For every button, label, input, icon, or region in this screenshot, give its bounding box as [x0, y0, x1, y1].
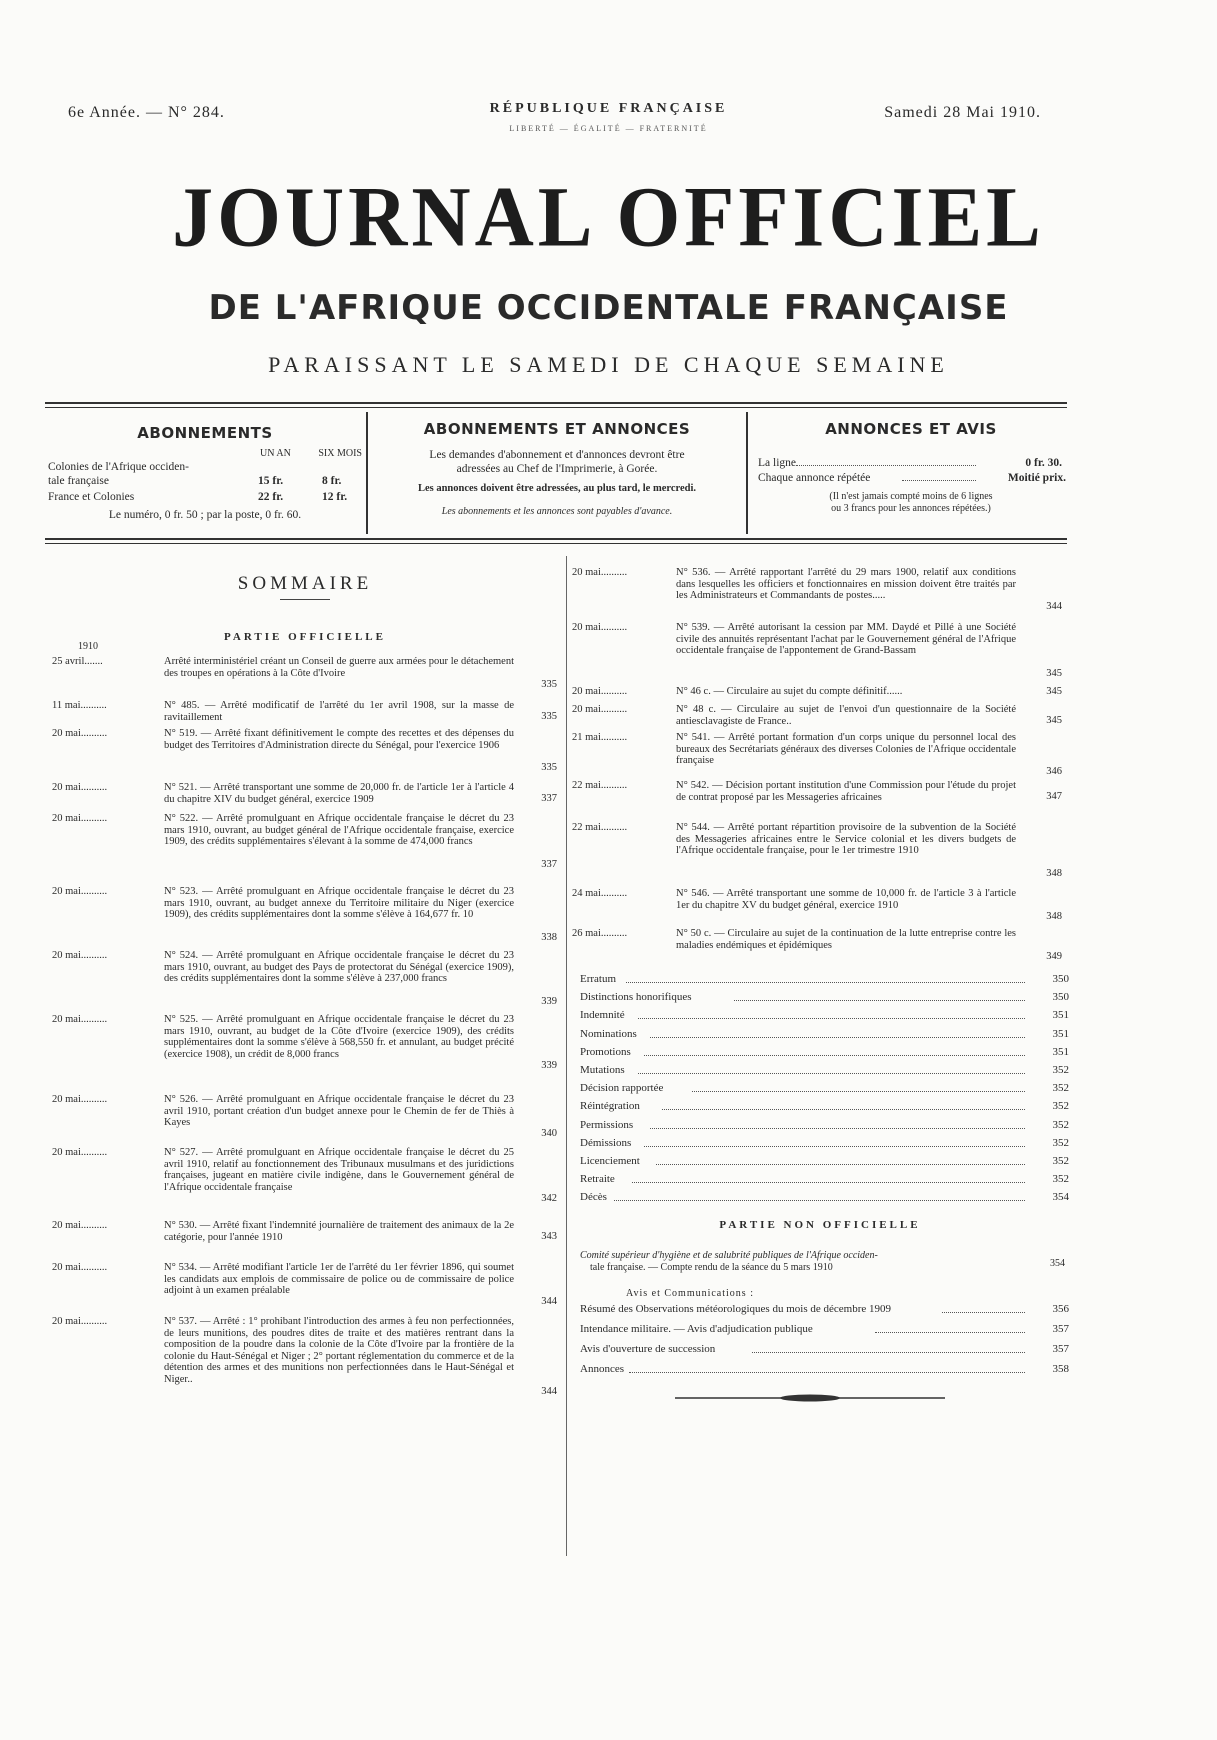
entry-date: 20 mai.......... [52, 1094, 108, 1105]
devise: LIBERTÉ — ÉGALITÉ — FRATERNITÉ [509, 124, 708, 133]
entry-page: 345 [1046, 668, 1062, 679]
entry-text: N° 534. — Arrêté modifiant l'article 1er de l'arrêté du 1er février 1896, qui soumet les candidats aux emplois de commissaire de police ou de commissaire de police adjoint à un examen préalable [164, 1262, 514, 1296]
sommaire-entry [572, 780, 1072, 803]
entry-text: N° 519. — Arrêté fixant définitivement le compte des recettes et des dépenses du budget des Territoires d'Administration directe du Sénégal, pour l'exercice 1906 [164, 728, 514, 751]
publication-frequency: PARAISSANT LE SAMEDI DE CHAQUE SEMAINE [268, 352, 949, 377]
sommaire-entry [572, 567, 1072, 613]
leader-page: 352 [1052, 1118, 1069, 1131]
leader-label: Licenciement [580, 1155, 640, 1167]
entry-date: 20 mai.......... [52, 813, 108, 824]
column-divider [566, 556, 567, 1556]
entry-text: N° 525. — Arrêté promulguant en Afrique occidentale française le décret du 23 mars 1910, ouvrant, au budget de la Côte d'Ivoire (exercice 1909), des crédits supplémentaires dont la somme s'élève à 568,550 fr. et annulant, au budget précité (exercice 1908), un crédit de 8,000 francs [164, 1014, 514, 1060]
entry-date: 22 mai.......... [572, 780, 628, 791]
abonnements-box [48, 424, 362, 522]
leader-label: Erratum [580, 973, 617, 985]
leader-dots [638, 1073, 1025, 1074]
leader-dots [650, 1037, 1025, 1038]
avis-communications-head: Avis et Communications : [626, 1288, 754, 1299]
entry-page: 349 [1046, 951, 1062, 962]
entry-page: 337 [541, 859, 557, 870]
leader-page: 352 [1052, 1100, 1069, 1113]
sommaire-underline [280, 599, 330, 600]
entry-page: 348 [1046, 868, 1062, 879]
end-ornament-icon [675, 1394, 945, 1402]
leader-label: Indemnité [580, 1009, 625, 1022]
leader-dots [614, 1200, 1025, 1201]
entry-page: 344 [1046, 601, 1062, 612]
nonoff-page: 357 [1052, 1323, 1069, 1335]
entry-text: N° 485. — Arrêté modificatif de l'arrêté du 1er avril 1908, sur la masse de ravitaillement [164, 700, 514, 723]
box-top-rule-thin [45, 407, 1067, 408]
entry-text: N° 524. — Arrêté promulguant en Afrique occidentale française le décret du 23 mars 1910, ouvrant, au budget des Pays de protectorat du Sénégal (exercice 1909), des crédits supplémentaires dont la somme s'élève à 237,000 francs [164, 950, 514, 984]
leader-dots [626, 982, 1025, 983]
masthead-subtitle: DE L'AFRIQUE OCCIDENTALE FRANÇAISE [208, 288, 1009, 328]
leader-dots [692, 1091, 1025, 1092]
annonces-avis-box [756, 420, 1066, 515]
entry-text: N° 523. — Arrêté promulguant en Afrique occidentale française le décret du 23 mars 1910, ouvrant, au budget annexe du Territoire militaire du Niger (exercice 1909), des crédits supplémentaires dont la somme s'élève à 164,677 fr. 10 [164, 886, 514, 920]
entry-page: 337 [541, 793, 557, 804]
nonoff-label: Résumé des Observations météorologiques du mois de décembre 1909 [580, 1303, 891, 1315]
nonoff-dots [875, 1332, 1025, 1333]
republique-label: RÉPUBLIQUE FRANÇAISE [489, 101, 728, 116]
annonces-avis-head: ANNONCES ET AVIS [825, 420, 997, 438]
r2-label: France et Colonies [48, 491, 135, 503]
abonnements-annonces-head: ABONNEMENTS ET ANNONCES [423, 420, 691, 438]
entry-date: 20 mai.......... [52, 782, 108, 793]
sommaire-entry [52, 950, 562, 1008]
sommaire-year: 1910 [78, 641, 98, 652]
entry-text: N° 527. — Arrêté promulguant en Afrique occidentale française le décret du 25 avril 1910, relatif au fonctionnement des Tribunaux musulmans et des juridictions françaises, jugeant en matière civile indigène, dans le Gouvernement général de l'Afrique occidentale française [164, 1147, 514, 1193]
entry-page: 346 [1046, 766, 1062, 777]
comite-line2: tale française. — Compte rendu de la séance du 5 mars 1910 [590, 1262, 833, 1273]
leader-label: Permissions [580, 1118, 634, 1131]
entry-page: 344 [541, 1386, 557, 1397]
sommaire-entry [52, 813, 562, 871]
entry-date: 20 mai.......... [52, 950, 108, 961]
sommaire-entry [572, 622, 1072, 680]
entry-page: 344 [541, 1296, 557, 1307]
entry-text: N° 530. — Arrêté fixant l'indemnité journalière de traitement des animaux de la 2e catégorie, pour l'année 1910 [164, 1220, 514, 1243]
leader-row [580, 1191, 1070, 1205]
entry-date: 20 mai.......... [572, 704, 628, 715]
entry-date: 20 mai.......... [572, 686, 628, 697]
sommaire-entry [572, 704, 1072, 727]
sommaire-entry [572, 822, 1072, 880]
entry-text: N° 521. — Arrêté transportant une somme de 20,000 fr. de l'article 1er à l'article 4 du chapitre XIV du budget général, exercice 1909 [164, 782, 514, 805]
masthead-title: JOURNAL OFFICIEL [172, 168, 1045, 265]
r2-un-an: 22 fr. [258, 491, 284, 503]
leader-dots [650, 1128, 1025, 1129]
sommaire-entry [52, 886, 562, 944]
leader-dots [632, 1182, 1025, 1183]
aa-line1: Les demandes d'abonnement et d'annonces devront être [429, 449, 685, 461]
nonoff-label: Intendance militaire. — Avis d'adjudication publique [580, 1323, 813, 1335]
entry-text: Arrêté interministériel créant un Conseil de guerre aux armées pour le détachement des troupes en opérations à la Côte d'Ivoire [164, 656, 514, 679]
annonces-note-2: ou 3 francs pour les annonces répétées.) [831, 503, 991, 514]
entry-text: N° 46 c. — Circulaire au sujet du compte définitif...... [676, 686, 903, 697]
entry-page: 338 [541, 932, 557, 943]
leader-row [580, 1137, 1070, 1151]
leader-page: 352 [1052, 1136, 1069, 1149]
leader-row [580, 1173, 1070, 1187]
entry-page: 347 [1046, 791, 1062, 802]
entry-page: 339 [541, 996, 557, 1007]
entry-page: 345 [1046, 715, 1062, 726]
comite-line1: Comité supérieur d'hygiène et de salubrité publiques de l'Afrique occiden- [580, 1250, 878, 1261]
box-bottom-rule [45, 538, 1067, 540]
comite-page: 354 [1050, 1258, 1065, 1269]
entry-text: N° 537. — Arrêté : 1° prohibant l'introduction des armes à feu non perfectionnées, de leurs munitions, des poudres dites de traite et des matières rentrant dans la composition de la poudre dans la colonie de la Côte d'Ivoire par la frontière de la colonie du Haut-Sénégal et Niger ; 2° portant réglementation du commerce et de la détention des armes et des munitions non perfectionnées dans le Haut-Sénégal et Niger.. [164, 1316, 514, 1385]
leader-label: Réintégration [580, 1100, 640, 1113]
leader-label: Décision rapportée [580, 1082, 664, 1095]
issue-number: 6e Année. — N° 284. [68, 104, 225, 121]
entry-text: N° 50 c. — Circulaire au sujet de la continuation de la lutte entreprise contre les maladies endémiques et épidémiques [676, 928, 1016, 951]
entry-page: 335 [541, 762, 557, 773]
entry-page: 343 [541, 1231, 557, 1242]
box-divider-1 [366, 412, 368, 534]
sommaire-entry [52, 1262, 562, 1308]
entry-text: N° 526. — Arrêté promulguant en Afrique occidentale française le décret du 23 avril 1910, portant création d'un budget annexe pour le Chemin de fer de Thiès à Kayes [164, 1094, 514, 1128]
ligne-label: La ligne [758, 457, 796, 469]
entry-date: 11 mai.......... [52, 700, 107, 711]
entry-page: 348 [1046, 911, 1062, 922]
leader-dots [638, 1018, 1025, 1019]
leader-row [580, 973, 1070, 987]
leader-page: 350 [1052, 973, 1069, 985]
leader-dots [656, 1164, 1025, 1165]
sommaire-entry [572, 732, 1072, 778]
sommaire-entry [52, 728, 562, 774]
entry-page: 339 [541, 1060, 557, 1071]
sommaire-entry [52, 782, 562, 805]
box-divider-2 [746, 412, 748, 534]
entry-page: 335 [541, 679, 557, 690]
r2-six-mois: 12 fr. [322, 491, 348, 503]
nonoff-page: 356 [1052, 1303, 1069, 1315]
repetee-price: Moitié prix. [1007, 472, 1066, 484]
leader-page: 351 [1052, 1045, 1069, 1058]
entry-date: 21 mai.......... [572, 732, 628, 743]
sommaire-entry [52, 1147, 562, 1205]
nonoff-dots [752, 1352, 1025, 1353]
entry-text: N° 542. — Décision portant institution d'une Commission pour l'étude du projet de contrat proposé par les Messageries africaines [676, 780, 1016, 803]
sommaire-entry [572, 888, 1072, 923]
sommaire-entry [52, 656, 562, 691]
leader-label: Décès [580, 1191, 607, 1204]
entry-page: 345 [1046, 686, 1062, 697]
entry-date: 20 mai.......... [52, 886, 108, 897]
leader-row [580, 1119, 1070, 1133]
entry-date: 20 mai.......... [52, 1014, 108, 1025]
nonoff-row [580, 1363, 1070, 1377]
r1-un-an: 15 fr. [258, 475, 284, 487]
leader-row [580, 1082, 1070, 1096]
numero-price: Le numéro, 0 fr. 50 ; par la poste, 0 fr. 60. [108, 509, 302, 521]
r1-label2: tale française [48, 475, 109, 487]
annonces-note-1: (Il n'est jamais compté moins de 6 lignes [829, 491, 993, 502]
entry-page: 335 [541, 711, 557, 722]
entry-date: 20 mai.......... [52, 728, 108, 739]
leader-page: 352 [1052, 1155, 1069, 1167]
leader-dots [644, 1055, 1025, 1056]
entry-date: 20 mai.......... [52, 1262, 108, 1273]
leader-row [580, 1046, 1070, 1060]
entry-date: 20 mai.......... [572, 567, 628, 578]
leader-page: 351 [1052, 1009, 1069, 1022]
leader-label: Promotions [580, 1045, 631, 1058]
entry-text: N° 546. — Arrêté transportant une somme de 10,000 fr. de l'article 3 à l'article 1er du chapitre XV du budget général, exercice 1910 [676, 888, 1016, 911]
leader-label: Retraite [580, 1173, 615, 1186]
leader-label: Distinctions honorifiques [580, 991, 692, 1004]
r1-six-mois: 8 fr. [322, 475, 342, 487]
leader-label: Mutations [580, 1064, 625, 1076]
leader-row [580, 1064, 1070, 1078]
sommaire-entry [52, 1220, 562, 1243]
abonnements-annonces-box [374, 420, 740, 518]
col-six-mois: SIX MOIS [318, 448, 362, 459]
entry-date: 22 mai.......... [572, 822, 628, 833]
entry-date: 20 mai.......... [52, 1316, 108, 1327]
leader-page: 354 [1052, 1191, 1069, 1204]
sommaire-entry [52, 700, 562, 723]
leader-row [580, 1155, 1070, 1169]
entry-page: 342 [541, 1193, 557, 1204]
nonoff-page: 358 [1052, 1363, 1069, 1375]
aa-line2: adressées au Chef de l'Imprimerie, à Gorée. [456, 463, 658, 475]
entry-date: 20 mai.......... [52, 1147, 108, 1158]
entry-text: N° 522. — Arrêté promulguant en Afrique occidentale française le décret du 23 mars 1910, ouvrant, au budget général de l'Afrique occidentale française, exercice 1909, des crédits supplémentaires s'élevant à la somme de 474,000 francs [164, 813, 514, 847]
abonnements-head: ABONNEMENTS [137, 424, 273, 442]
leader-page: 352 [1052, 1173, 1069, 1186]
entry-text: N° 536. — Arrêté rapportant l'arrêté du 29 mars 1900, relatif aux conditions dans lesquelles les officiers et fonctionnaires en mission doivent être traités par les Administrateurs et Commandants de postes..... [676, 567, 1016, 601]
aa-line3: Les annonces doivent être adressées, au plus tard, le mercredi. [417, 483, 697, 494]
leader-page: 351 [1052, 1027, 1069, 1040]
sommaire-entry [52, 1014, 562, 1072]
leader-row [580, 991, 1070, 1005]
issue-date: Samedi 28 Mai 1910. [884, 104, 1041, 121]
entry-date: 20 mai.......... [52, 1220, 108, 1231]
partie-non-officielle-head: PARTIE NON OFFICIELLE [719, 1219, 921, 1231]
leader-label: Démissions [580, 1136, 632, 1149]
leader-dots [734, 1000, 1025, 1001]
box-bottom-rule-thin [45, 543, 1067, 544]
leader-page: 352 [1052, 1082, 1069, 1095]
sommaire-entry [572, 928, 1072, 963]
leader-row [580, 1100, 1070, 1114]
r1-label: Colonies de l'Afrique occiden- [48, 461, 189, 473]
entry-page: 340 [541, 1128, 557, 1139]
leader-page: 352 [1052, 1064, 1069, 1076]
leader-dots [662, 1109, 1025, 1110]
nonoff-page: 357 [1052, 1343, 1069, 1355]
sommaire-entry [572, 686, 1072, 698]
entry-date: 24 mai.......... [572, 888, 628, 899]
leader-dots [644, 1146, 1025, 1147]
aa-line4: Les abonnements et les annonces sont payables d'avance. [441, 506, 673, 517]
nonoff-dots [942, 1312, 1025, 1313]
sommaire-entry [52, 1316, 562, 1398]
col-un-an: UN AN [260, 448, 291, 459]
entry-text: N° 544. — Arrêté portant répartition provisoire de la subvention de la Société des Messageries africaines entre le Service colonial et les divers budgets de l'Afrique occidentale française, pour le 1er trimestre 1910 [676, 822, 1016, 856]
nonoff-row [580, 1323, 1070, 1337]
leader-row [580, 1009, 1070, 1023]
entry-text: N° 541. — Arrêté portant formation d'un corps unique du personnel local des bureaux des Secrétariats généraux des diverses Colonies de l'Afrique occidentale française [676, 732, 1016, 766]
nonoff-dots [629, 1372, 1025, 1373]
sommaire-title: SOMMAIRE [237, 573, 373, 594]
entry-date: 25 avril....... [52, 656, 103, 667]
entry-text: N° 48 c. — Circulaire au sujet de l'envoi d'un questionnaire de la Société antiesclavagiste de France.. [676, 704, 1016, 727]
entry-date: 26 mai.......... [572, 928, 628, 939]
box-top-rule [45, 402, 1067, 404]
leader-label: Nominations [580, 1027, 637, 1040]
partie-officielle-head: PARTIE OFFICIELLE [224, 631, 386, 643]
nonoff-row [580, 1303, 1070, 1317]
entry-date: 20 mai.......... [572, 622, 628, 633]
repetee-label: Chaque annonce répétée [758, 472, 871, 484]
nonoff-label: Avis d'ouverture de succession [580, 1343, 716, 1355]
entry-text: N° 539. — Arrêté autorisant la cession par MM. Daydé et Pillé à une Société civile des annuités représentant l'achat par le Gouvernement général de l'Afrique occidentale française de l'appontement de Grand-Bassam [676, 622, 1016, 656]
ligne-price: 0 fr. 30. [1025, 457, 1062, 469]
sommaire-entry [52, 1094, 562, 1140]
leader-row [580, 1028, 1070, 1042]
leader-page: 350 [1052, 991, 1069, 1004]
nonoff-row [580, 1343, 1070, 1357]
nonoff-label: Annonces [580, 1363, 624, 1375]
